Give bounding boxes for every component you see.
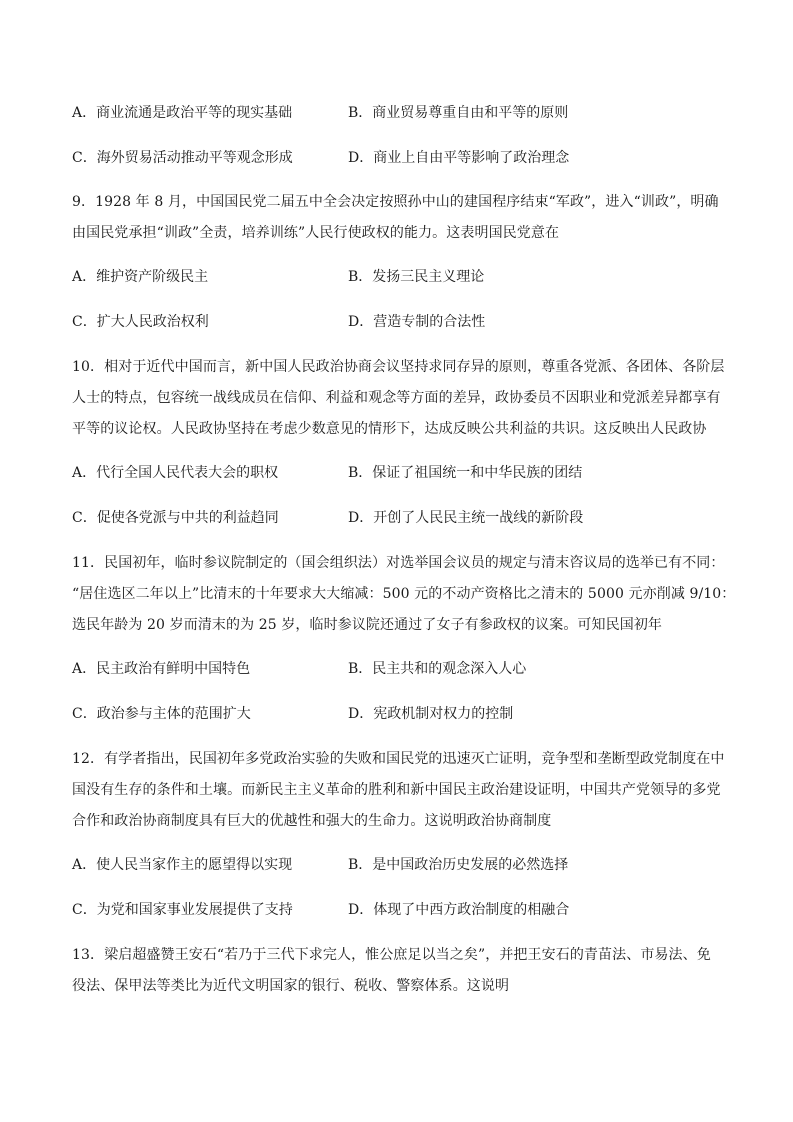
question-9-line: 由国民党承担“训政”全责，培养训练”人民行使政权的能力。这表明国民党意在: [72, 225, 560, 241]
question-10-line: 人士的特点，包容统一战线成员在信仰、利益和观念等方面的差异，政协委员不因职业和党派差异都享有: [72, 390, 721, 406]
option-c: C．海外贸易活动推动平等观念形成: [72, 150, 293, 166]
question-11-line: 11．民国初年，临时参议院制定的（国会组织法）对选举国会议员的规定与清末咨议局的选举已有不同：: [72, 555, 725, 571]
question-11-line: 选民年龄为 20 岁而清末的为 25 岁，临时参议院还通过了女子有参政权的议案。可知民国初年: [72, 617, 663, 633]
option-a: A．代行全国人民代表大会的职权: [72, 465, 279, 481]
question-10-line: 10．相对于近代中国而言，新中国人民政治协商会议坚持求同存异的原则，尊重各党派、各团体、各阶层: [72, 359, 725, 375]
option-d: D．体现了中西方政治制度的相融合: [348, 902, 570, 918]
question-12-line: 合作和政治协商制度具有巨大的优越性和强大的生命力。这说明政治协商制度: [72, 813, 552, 829]
option-d: D．开创了人民民主统一战线的新阶段: [348, 510, 584, 526]
option-b: B．民主共和的观念深入人心: [348, 661, 527, 677]
question-13-line: 役法、保甲法等类比为近代文明国家的银行、税收、警察体系。这说明: [72, 978, 510, 994]
question-9-line: 9．1928 年 8 月，中国国民党二届五中全会决定按照孙中山的建国程序结束“军政”，进入“训政”，明确: [72, 194, 719, 210]
option-b: B．保证了祖国统一和中华民族的团结: [348, 465, 583, 481]
option-a: A．维护资产阶级民主: [72, 269, 209, 285]
question-11-line: “居住选区二年以上”比清末的十年要求大大缩减：500 元的不动产资格比之清末的 5000 元亦削减 9/10：: [72, 586, 736, 602]
option-c: C．促使各党派与中共的利益趋同: [72, 510, 279, 526]
question-12-line: 12．有学者指出，民国初年多党政治实验的失败和国民党的迅速灭亡证明，竞争型和垄断型政党制度在中: [72, 751, 725, 767]
option-d: D．宪政机制对权力的控制: [348, 706, 514, 722]
option-c: C．扩大人民政治权利: [72, 314, 209, 330]
option-c: C．为党和国家事业发展提供了支持: [72, 902, 293, 918]
question-13-line: 13．梁启超盛赞王安石“若乃于三代下求完人，惟公庶足以当之矣”，并把王安石的青苗法、市易法、免: [72, 947, 711, 963]
option-b: B．商业贸易尊重自由和平等的原则: [348, 105, 569, 121]
question-10-line: 平等的议论权。人民政协坚持在考虑少数意见的情形下，达成反映公共利益的共识。这反映出人民政协: [72, 421, 707, 437]
option-a: A．民主政治有鲜明中国特色: [72, 661, 251, 677]
option-d: D．商业上自由平等影响了政治理念: [348, 150, 570, 166]
option-c: C．政治参与主体的范围扩大: [72, 706, 251, 722]
option-b: B．是中国政治历史发展的必然选择: [348, 857, 569, 873]
option-a: A．商业流通是政治平等的现实基础: [72, 105, 293, 121]
question-12-line: 国没有生存的条件和土壤。而新民主主义革命的胜利和新中国民主政治建设证明，中国共产党领导的多党: [72, 782, 721, 798]
option-d: D．营造专制的合法性: [348, 314, 486, 330]
option-b: B．发扬三民主义理论: [348, 269, 485, 285]
option-a: A．使人民当家作主的愿望得以实现: [72, 857, 293, 873]
